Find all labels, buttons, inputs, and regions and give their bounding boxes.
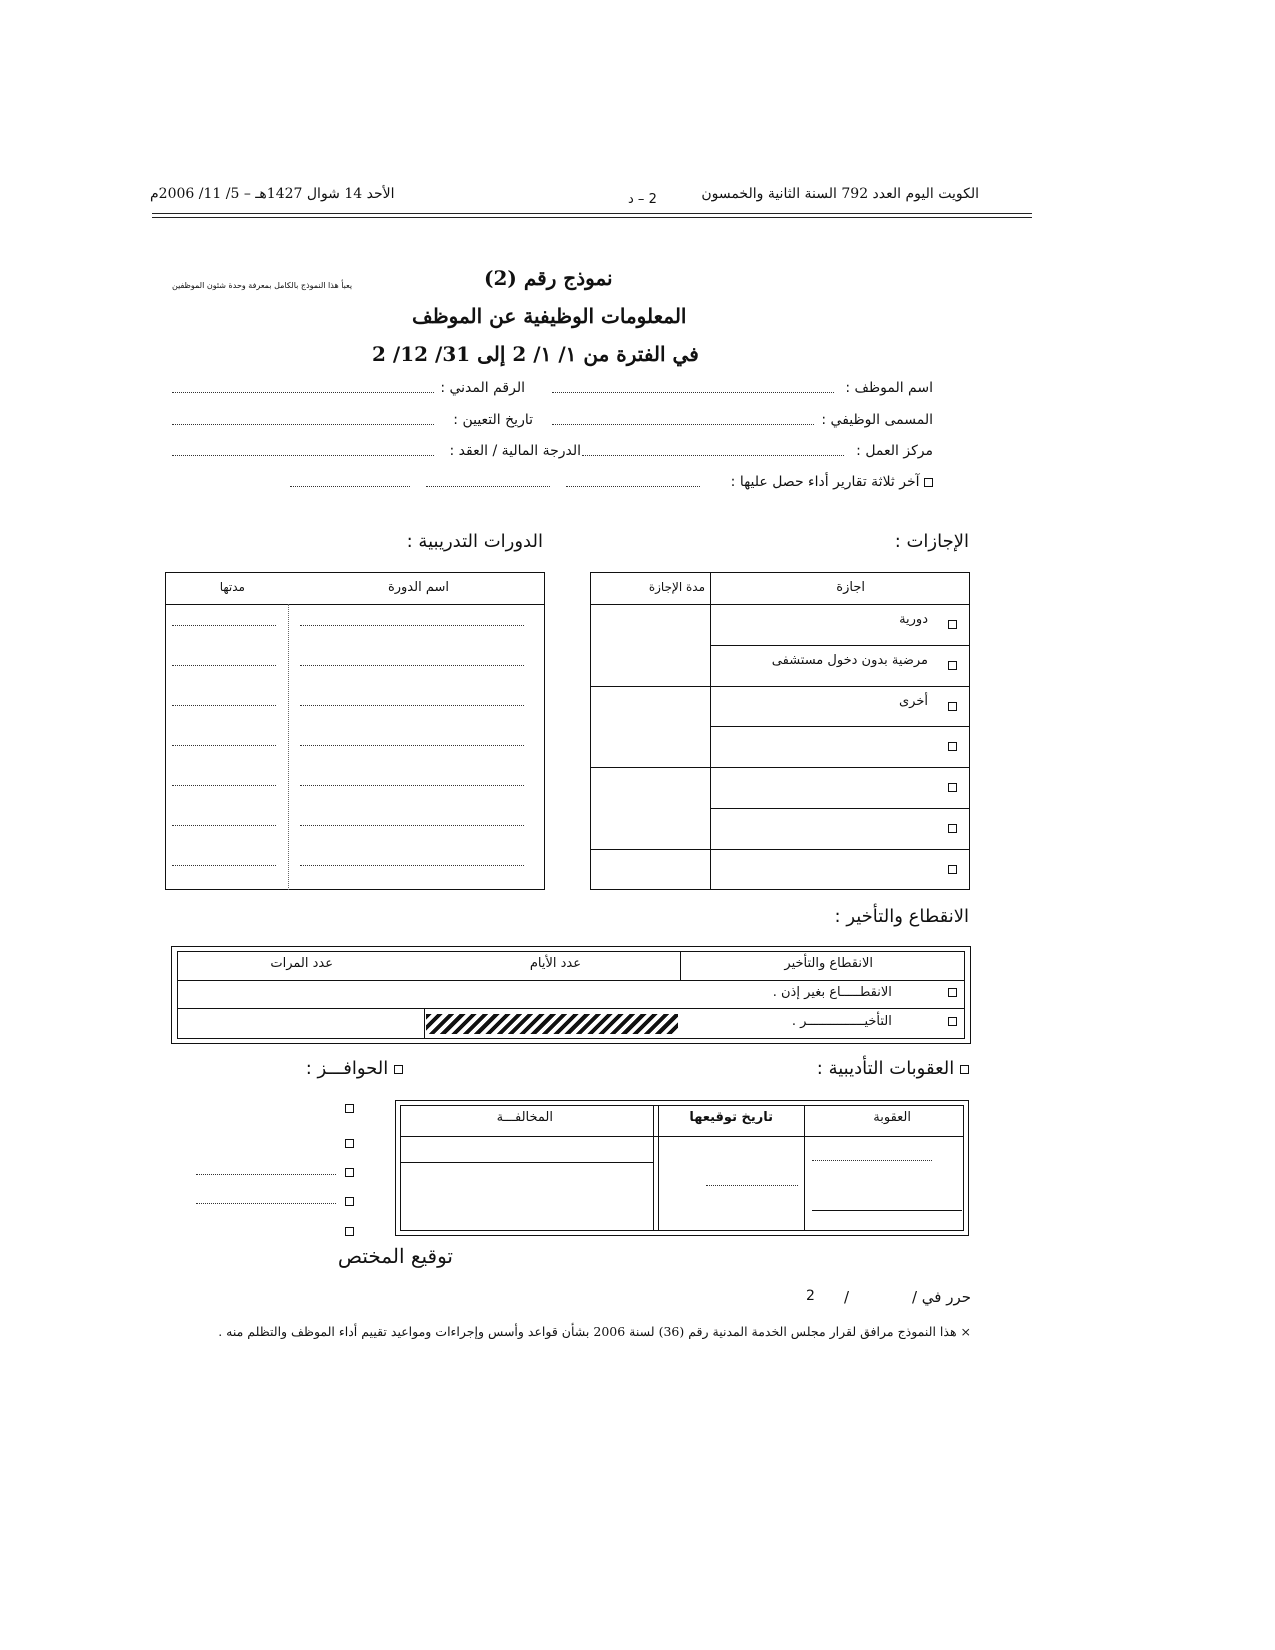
penalties-section-title	[817, 1058, 969, 1079]
leaves-row-checkbox[interactable]	[948, 824, 957, 833]
checkbox-absence[interactable]	[948, 988, 957, 997]
course-name-input[interactable]	[300, 825, 524, 826]
header-rule-top	[152, 213, 1032, 214]
absence-row-late-label: التأخيـــــــــــــــر .	[791, 1014, 892, 1029]
incentives-section-title	[306, 1058, 403, 1079]
absence-col-days: عدد الأيام	[529, 956, 581, 971]
leaves-row-checkbox[interactable]	[948, 742, 957, 751]
leaves-row-checkbox[interactable]	[948, 783, 957, 792]
penalty-row-2	[812, 1210, 962, 1211]
course-name-input[interactable]	[300, 705, 524, 706]
courses-col-name: اسم الدورة	[387, 580, 449, 595]
leaves-row-rule	[590, 849, 970, 850]
absence-row-late	[792, 1014, 957, 1029]
courses-header-rule	[165, 604, 545, 605]
incentive-checkbox[interactable]	[345, 1168, 354, 1177]
input-report-1[interactable]	[566, 486, 700, 487]
gazette-header-right: الكويت اليوم العدد 792 السنة الثانية والخمسون	[701, 186, 979, 202]
label-reports-text: آخر ثلاثة تقارير أداء حصل عليها :	[730, 474, 920, 490]
leaves-col-duration: مدة الإجازة	[648, 580, 705, 594]
input-employee-name[interactable]	[552, 392, 834, 393]
input-grade[interactable]	[172, 455, 434, 456]
checkbox-reports[interactable]	[924, 478, 933, 487]
leaves-row-label: دورية	[899, 612, 928, 627]
leaves-row-rule	[710, 645, 970, 646]
leaves-row-checkbox[interactable]	[948, 865, 957, 874]
form-title: المعلومات الوظيفية عن الموظف	[412, 304, 687, 328]
courses-section-title: الدورات التدريبية :	[406, 531, 543, 552]
course-duration-input[interactable]	[172, 785, 276, 786]
late-days-hatched	[426, 1014, 678, 1034]
date-sep-1: /	[912, 1288, 918, 1306]
leaves-header-rule	[590, 604, 970, 605]
course-duration-input[interactable]	[172, 665, 276, 666]
leaves-row-rule	[710, 726, 970, 727]
gazette-page-number: 2 – د	[628, 192, 657, 207]
form-note: يعبأ هذا النموذج بالكامل بمعرفة وحدة شئون الموظفين	[172, 281, 353, 290]
penalties-header-rule	[400, 1136, 964, 1137]
leaves-col-divider	[710, 572, 711, 890]
incentive-checkbox[interactable]	[345, 1197, 354, 1206]
course-duration-input[interactable]	[172, 745, 276, 746]
penalties-divider-3	[804, 1105, 805, 1231]
course-name-input[interactable]	[300, 865, 524, 866]
label-grade: الدرجة المالية / العقد :	[449, 443, 581, 459]
label-hire-date: تاريخ التعيين :	[453, 412, 533, 428]
leaves-col-leave: اجازة	[836, 580, 865, 595]
date-year: 2	[806, 1288, 815, 1304]
label-reports	[731, 474, 933, 490]
header-rule-bottom	[152, 217, 1032, 218]
input-job-title[interactable]	[552, 424, 814, 425]
course-duration-input[interactable]	[172, 825, 276, 826]
absence-col-divider	[680, 951, 681, 980]
absence-header-rule	[177, 980, 965, 981]
incentive-checkbox[interactable]	[345, 1139, 354, 1148]
incentives-title-text: الحوافـــز :	[305, 1058, 389, 1079]
leaves-row-rule	[590, 767, 970, 768]
course-name-input[interactable]	[300, 625, 524, 626]
signature-label: توقيع المختص	[337, 1244, 453, 1268]
course-duration-input[interactable]	[172, 705, 276, 706]
penalty-date-row-2[interactable]	[706, 1185, 798, 1186]
label-job-title: المسمى الوظيفي :	[821, 412, 933, 428]
penalties-divider-1	[653, 1105, 654, 1231]
leaves-section-title: الإجازات :	[894, 531, 969, 552]
footnote: × هذا النموذج مرافق لقرار مجلس الخدمة المدنية رقم (36) لسنة 2006 بشأن قواعد وأسس وإجراءات ومواعيد تقييم أداء الموظف والتظلم منه .	[218, 1324, 971, 1339]
absence-row-absence-label: الانقطـــــاع بغير إذن .	[772, 985, 892, 1000]
course-name-input[interactable]	[300, 665, 524, 666]
input-civil-id[interactable]	[172, 392, 434, 393]
input-report-2[interactable]	[426, 486, 550, 487]
label-employee-name: اسم الموظف :	[845, 380, 933, 396]
courses-table	[165, 572, 545, 890]
penalties-col-date: تاريخ توقيعها	[689, 1110, 773, 1125]
incentive-input[interactable]	[196, 1174, 336, 1175]
leaves-row-checkbox[interactable]	[948, 702, 957, 711]
absence-row-absence	[773, 985, 957, 1000]
date-sep-2: /	[844, 1288, 850, 1306]
courses-col-duration: مدتها	[219, 580, 245, 594]
absence-row-rule	[177, 1008, 965, 1009]
leaves-row-label: مرضية بدون دخول مستشفى	[771, 653, 928, 668]
checkbox-penalties[interactable]	[960, 1065, 969, 1074]
leaves-row-checkbox[interactable]	[948, 661, 957, 670]
incentive-checkbox[interactable]	[345, 1104, 354, 1113]
incentive-checkbox[interactable]	[345, 1227, 354, 1236]
input-hire-date[interactable]	[172, 424, 434, 425]
label-work-center: مركز العمل :	[856, 443, 933, 459]
incentive-input[interactable]	[196, 1203, 336, 1204]
form-period: في الفترة من ١/ ١/ 2 إلى 31/ 12/ 2	[372, 342, 699, 366]
checkbox-late[interactable]	[948, 1017, 957, 1026]
absence-col-times: عدد المرات	[270, 956, 333, 971]
course-duration-input[interactable]	[172, 865, 276, 866]
penalty-row-1[interactable]	[812, 1160, 932, 1161]
courses-col-divider	[288, 604, 289, 890]
course-name-input[interactable]	[300, 785, 524, 786]
leaves-row-rule	[710, 808, 970, 809]
penalties-col-penalty: العقوبة	[873, 1110, 911, 1125]
absence-section-title: الانقطاع والتأخير :	[834, 906, 969, 927]
penalties-divider-2	[658, 1105, 659, 1231]
leaves-row-checkbox[interactable]	[948, 620, 957, 629]
input-report-3[interactable]	[290, 486, 410, 487]
leaves-row-rule	[590, 686, 970, 687]
penalties-title-text: العقوبات التأديبية :	[816, 1058, 955, 1079]
absence-col-type: الانقطاع والتأخير	[784, 956, 873, 971]
absence-late-divider	[424, 1008, 425, 1039]
course-duration-input[interactable]	[172, 625, 276, 626]
label-civil-id: الرقم المدني :	[440, 380, 525, 396]
written-in-label: حرر في	[921, 1288, 971, 1306]
input-work-center[interactable]	[582, 455, 844, 456]
penalties-row-rule	[400, 1162, 653, 1163]
course-name-input[interactable]	[300, 745, 524, 746]
gazette-header-left: الأحد 14 شوال 1427هـ – 5/ 11/ 2006م	[150, 186, 395, 202]
checkbox-incentives[interactable]	[394, 1065, 403, 1074]
leaves-row-label: أخرى	[899, 694, 928, 709]
penalties-col-violation: المخالفـــة	[496, 1110, 553, 1125]
form-number: نموذج رقم (2)	[484, 266, 613, 290]
